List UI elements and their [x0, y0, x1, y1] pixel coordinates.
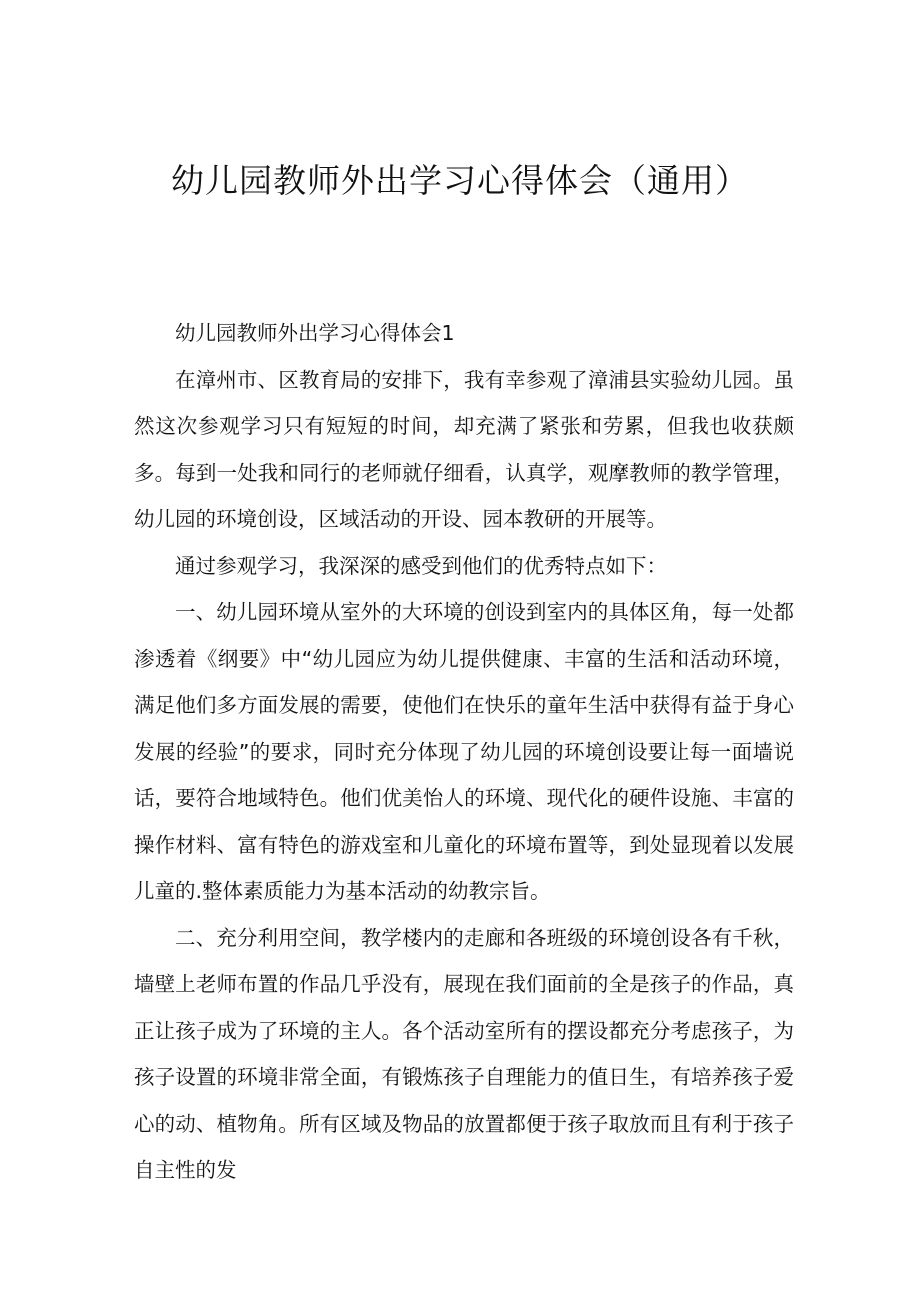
paragraph-summary: 通过参观学习，我深深的感受到他们的优秀特点如下： [175, 553, 667, 578]
paragraph-point-one: 一、幼儿园环境从室外的大环境的创设到室内的具体区角，每一处都渗透着《纲要》中“幼儿园应为幼儿提供健康、丰富的生活和活动环境，满足他们多方面发展的需要，使他们在快乐的童年生活中获得有益于身心发展的经验”的要求，同时充分体现了幼儿园的环境创设要让每一面墙说话，要符合地域特色。他们优美怡人的环境、现代化的硬件设施、丰富的操作材料、富有特色的游戏室和儿童化的环境布置等，到处显现着以发展儿童的.整体素质能力为基本活动的幼教宗旨。 [134, 600, 794, 903]
paragraph-point-two: 二、充分利用空间，教学楼内的走廊和各班级的环境创设各有千秋，墙壁上老师布置的作品几乎没有，展现在我们面前的全是孩子的作品，真正让孩子成为了环境的主人。各个活动室所有的摆设都充分考虑孩子，为孩子设置的环境非常全面，有锻炼孩子自理能力的值日生，有培养孩子爱心的动、植物角。所有区域及物品的放置都便于孩子取放而且有利于孩子自主性的发 [134, 925, 794, 1182]
section-heading: 幼儿园教师外出学习心得体会1 [175, 321, 455, 345]
paragraph-intro: 在漳州市、区教育局的安排下，我有幸参观了漳浦县实验幼儿园。虽然这次参观学习只有短短的时间，却充满了紧张和劳累，但我也收获颇多。每到一处我和同行的老师就仔细看，认真学，观摩教师的教学管理，幼儿园的环境创设，区域活动的开设、园本教研的开展等。 [134, 367, 794, 531]
document-title: 幼儿园教师外出学习心得体会（通用） [171, 161, 749, 200]
document-body [134, 310, 794, 1194]
